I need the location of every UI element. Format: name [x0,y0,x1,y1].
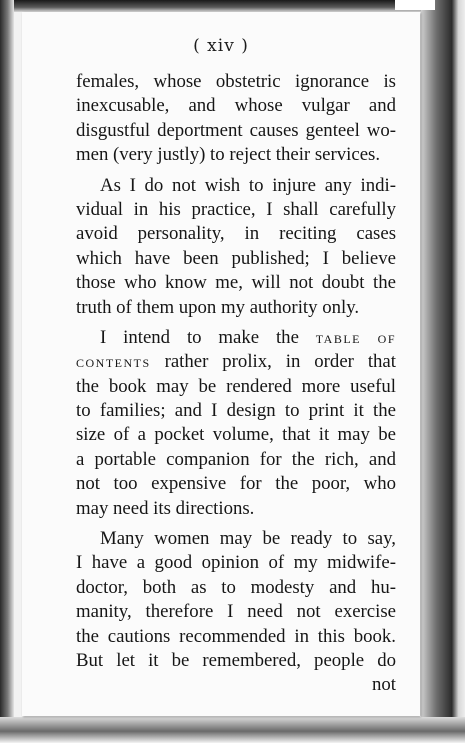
text-line: doctor, both as to modesty and hu- [76,576,396,598]
text-line: which have been published; I believe [76,247,396,269]
text-line: the book may be rendered more useful [76,375,396,397]
scan-edge-left [0,0,14,743]
text-line: those who know me, will not doubt the [76,272,396,294]
text-run: rather prolix, in order that [150,351,396,373]
text-line: not too expensive for the poor, who [76,473,396,495]
text-line: truth of them upon my authority only. [76,296,360,318]
text-line: inexcusable, and whose vulgar and [76,95,396,117]
text-line: But let it be remembered, people do [76,649,396,671]
text-line: to families; and I design to print it the [76,400,396,422]
text-line: I have a good opinion of my midwife- [76,552,396,574]
text-line: not [372,674,396,696]
paragraph [76,70,396,168]
paragraph [76,527,396,698]
text-line: disgustful deportment causes genteel wo- [76,119,396,141]
text-line: may need its directions. [76,497,255,519]
page-body-text [76,70,396,698]
text-line: men (very justly) to reject their services. [76,144,381,166]
text-line [76,326,396,350]
text-line: manity, therefore I need not exercise [76,601,396,623]
text-line: avoid personality, in reciting cases [76,223,396,245]
scan-edge-bottom [0,717,465,743]
paragraph [76,326,396,521]
text-line: a portable companion for the rich, and [76,448,396,470]
text-line: females, whose obstetric ignorance is [76,71,396,92]
scan-edge-right [421,0,465,743]
text-line: the cautions recommended in this book. [76,625,396,647]
scan-corner-tab [395,0,435,10]
page-number-header: ( xiv ) [193,36,249,56]
text-line [76,350,396,374]
text-line: size of a pocket volume, that it may be [76,424,396,446]
text-run: I intend to make the [100,326,316,348]
small-caps-run: CONTENTS [76,356,151,371]
text-line: As I do not wish to injure any indi- [100,174,396,196]
small-caps-run: TABLE OF [315,331,396,346]
paragraph [76,174,396,320]
text-line: vidual in his practice, I shall carefully [76,198,396,220]
book-page [22,12,420,716]
text-line: Many women may be ready to say, [100,528,396,550]
